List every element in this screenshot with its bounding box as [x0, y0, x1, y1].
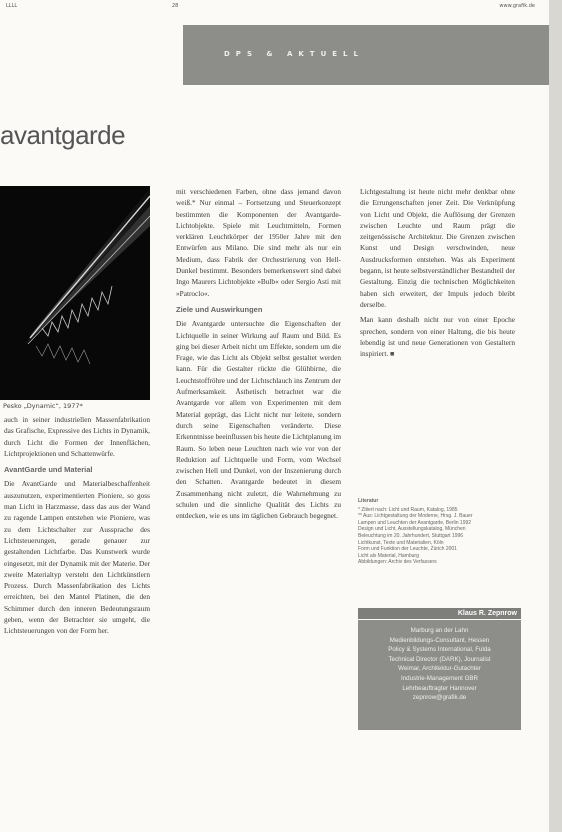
footnote-line: ** Aus: Lichtgestaltung der Moderne, Hrsg. J. Bauer — [358, 513, 473, 520]
author-bio-line: Marburg an der Lahn — [410, 627, 469, 634]
paragraph: Lichtgestaltung ist heute nicht mehr denkbar ohne die Errungenschaften jener Zeit. Die Verknüpfung von Licht und Objekt, die Auflösung der Grenzen zwischen Leuchte und Raum prägt die zeitgenössische Architektur. Die Grenzen zwischen Kunst und Design verschwinden, neue Ausdrucksformen entstehen. Was als Experiment begann, ist heute selbstverständlicher Bestandteil der Gestaltung. Einzig die technischen Möglichkeiten haben sich erweitert, der Impuls jedoch bleibt derselbe. — [360, 187, 515, 309]
author-email[interactable]: zepnrow@grafik.de — [412, 694, 467, 702]
footnote-line: Licht als Material, Hamburg — [358, 552, 419, 559]
light-beam-graphic — [0, 186, 150, 400]
header-website: www.grafik.de — [499, 3, 535, 9]
footnote-line: Form und Funktion der Leuchte, Zürich 2001 — [358, 546, 457, 553]
footnote-line: Abbildungen: Archiv des Verfassers — [358, 559, 437, 566]
author-bio-line: Industrie-Management GBR — [400, 674, 479, 682]
footnote-line: Lampen und Leuchten der Avantgarde, Berlin 1992 — [358, 519, 472, 526]
author-name: Klaus R. Zepnrow — [358, 608, 521, 619]
page-number: 28 — [172, 3, 179, 9]
paragraph: Die AvantGarde und Materialbeschaffenheit auszunutzen, experimentierten Pioniere, so goss man Licht in Harzmasse, dass das aus der Wand zu ragende Lampen entstehen wie Pioniere, was zu dem Lichtschalter zur Aussprache des Lichtsteuerungen, gerade genauer zur gestaltenden Lichtfarbe. Das Kunstwerk wurde eingesetzt, mit der Dynamik mit der Materie. Der zweite Materialtyp versteht den Lichtkünstlern Prozess. Durch Massenfabrikation des Lichts erreichten, bei den Mantel Platinen, die den Schimmer durch den inneren Bedeutungsraum geben, wenn der Betrachter sie umgeht, die Lichtsteuerungen von der Form her. — [4, 479, 150, 636]
author-bio-line: Lehrbeauftragter Hannover — [402, 684, 477, 692]
author-bio-line: Policy & Systems International, Fulda — [388, 646, 491, 654]
author-bio-line: Weimar, Architektur-Gutachter — [398, 665, 481, 673]
text-column-1 — [4, 414, 150, 641]
footnote-line: Design und Licht, Ausstellungskatalog, München — [358, 526, 466, 533]
footnote-line: Lichtkunst, Texte und Materialien, Köln — [358, 539, 444, 546]
header-left-mark: LLLL — [6, 3, 18, 9]
section-label: DPS & AKTUELL — [224, 50, 364, 58]
page-edge — [549, 0, 562, 832]
author-bio-line: Medienbildungs-Consultant, Hessen — [389, 636, 490, 644]
footnote-line: * Zitiert nach: Licht und Raum, Katalog, 1985 — [358, 506, 458, 513]
footnotes — [358, 498, 518, 566]
text-column-2 — [176, 186, 341, 526]
paragraph-text: Man kann deshalb nicht nur von einer Epoche sprechen, sondern von einer Haltung, die bis heute lebendig ist und neue Generationen von Gestaltern inspiriert. — [360, 315, 515, 359]
image-caption: Pesko „Dynamic“, 1977* — [3, 402, 83, 410]
subheading: AvantGarde und Material — [4, 465, 93, 475]
author-bio-line: Technical Director (DARK), Journalist — [388, 655, 491, 663]
end-mark: ■ — [390, 349, 395, 359]
subheading: Ziele und Auswirkungen — [176, 304, 263, 314]
paragraph: mit verschiedenen Farben, ohne dass jemand davon weiß.* Nur einmal – Fortsetzung und Steuerkonzept bestimmten die Komponenten der Avantgarde-Lichtobjekte. Spiele mit Leuchtmitteln, Formen verklären Leuchtkörper der 1950er Jahre mit den Entwürfen aus Milano. Die sind mehr als nur ein Medium, dass Fabrik der Orchestrierung von Hell-Dunkel bestimmt. Besonders bemerkenswert sind dabei Ingo Maurers Lichtobjekte »Bulb« oder Sergio Asti mit »Patroclo«. — [176, 187, 341, 298]
page-header — [0, 0, 549, 10]
text-column-3 — [360, 186, 515, 363]
article-title: avantgarde — [0, 120, 126, 150]
footnotes-heading: Literatur — [358, 498, 379, 504]
paragraph: auch in seiner industriellen Massenfabrikation das Grafische, Expressive des Lichts in Dynamik, durch Licht die Formen der Innenflächen, Lichtprojektionen und Schattenwürfe. — [4, 415, 150, 458]
paragraph: Die Avantgarde untersuchte die Eigenschaften der Lichtquelle in seiner Wirkung auf Raum und Bild. Es ging bei dieser Arbeit nicht um Effekte, sondern um die Frage, wie das Licht als Objekt selbst gestaltet werden kann. Für die Gestalter rückte die Glühbirne, die Leuchtstoffröhre und der Lichtschlauch ins Zentrum der Aufmerksamkeit. Ästhetisch betrachtet war die Avantgarde vor allem von Experimenten mit dem Material geprägt, das Licht nicht nur leitete, sondern durch seine Eigenschaften veränderte. Diese Erkenntnisse beeinflussen bis heute die Lichtplanung im Raum. So leben neue Leuchten nach wie vor von der Reduktion auf Lichtquelle und Form, vom Wechsel zwischen Hell und Dunkel, von der Inszenierung durch den Schatten. Avantgarde bedeutet in diesem Zusammenhang nicht zuletzt, die Wahrnehmung zu schulen und die sinnliche Qualität des Lichts zu entdecken, wie es uns im täglichen Gebrauch begegnet. — [176, 319, 341, 521]
footnote-line: Beleuchtung im 20. Jahrhundert, Stuttgart 1996 — [358, 532, 464, 539]
light-artwork-image — [0, 186, 150, 400]
author-bio-box — [358, 620, 521, 730]
paragraph — [360, 314, 515, 359]
